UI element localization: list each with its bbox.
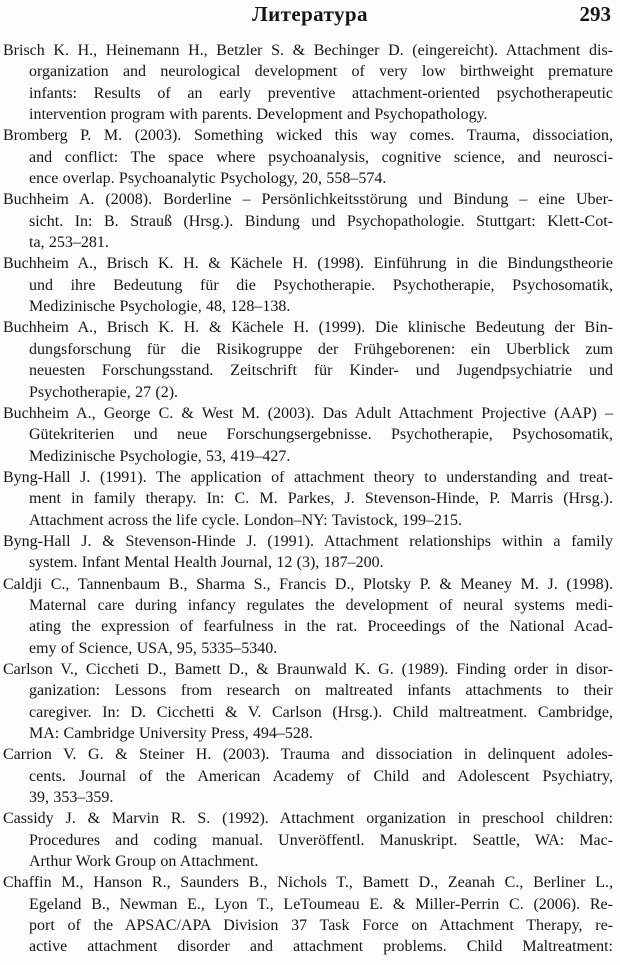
reference-entry bbox=[3, 125, 613, 189]
reference-line: Buchheim A., George C. & West M. (2003). Das Adult Attachment Projective (AAP) – bbox=[3, 404, 613, 422]
reference-entry bbox=[3, 744, 613, 808]
reference-entry bbox=[3, 40, 613, 125]
reference-line: Maternal care during infancy regulates the development of neural systems medi- bbox=[29, 596, 613, 614]
reference-line: ence overlap. Psychoanalytic Psychology, 20, 558–574. bbox=[29, 170, 387, 188]
reference-line: intervention program with parents. Development and Psychopathology. bbox=[29, 106, 488, 124]
reference-line: caregiver. In: D. Cicchetti & V. Carlson (Hrsg.). Child maltreatment. Cambridge, bbox=[29, 703, 613, 721]
reference-entry bbox=[3, 467, 613, 531]
reference-line: Arthur Work Group on Attachment. bbox=[29, 853, 259, 871]
reference-line: Psychotherapie, 27 (2). bbox=[29, 383, 179, 401]
reference-line: Byng-Hall J. & Stevenson-Hinde J. (1991). Attachment relationships within a family bbox=[3, 532, 613, 550]
reference-line: infants: Results of an early preventive attachment-oriented psychotherapeutic bbox=[29, 84, 613, 102]
reference-line: MA: Cambridge University Press, 494–528. bbox=[29, 725, 313, 742]
reference-line: Medizinische Psychologie, 53, 419–427. bbox=[29, 447, 291, 465]
reference-line: 39, 353–359. bbox=[29, 789, 114, 807]
reference-line: Medizinische Psychologie, 48, 128–138. bbox=[29, 298, 291, 316]
reference-line: Buchheim A. (2008). Borderline – Persönlichkeitsstörung und Bindung – eine Uber- bbox=[3, 191, 613, 209]
reference-line: Carrion V. G. & Steiner H. (2003). Trauma and dissociation in delinquent adoles- bbox=[3, 746, 613, 764]
page-title: Литература bbox=[252, 2, 368, 26]
reference-line: cents. Journal of the American Academy of Child and Adolescent Psychiatry, bbox=[29, 767, 613, 785]
reference-line: Bromberg P. M. (2003). Something wicked this way comes. Trauma, dissociation, bbox=[3, 127, 613, 145]
running-head bbox=[0, 0, 620, 40]
reference-line: Byng-Hall J. (1991). The application of attachment theory to understanding and treat- bbox=[3, 468, 613, 486]
reference-entry bbox=[3, 574, 613, 659]
reference-entry bbox=[3, 531, 613, 574]
reference-line: Buchheim A., Brisch K. H. & Kächele H. (1999). Die klinische Bedeutung der Bin- bbox=[3, 319, 613, 337]
reference-line: neuesten Forschungsstand. Zeitschrift für Kinder- und Jugendpsychiatrie und bbox=[29, 362, 613, 380]
reference-line: und ihre Bedeutung für die Psychotherapie. Psychotherapie, Psychosomatik, bbox=[29, 276, 613, 294]
reference-line: ta, 253–281. bbox=[29, 234, 109, 252]
reference-line: Attachment across the life cycle. London–NY: Tavistock, 199–215. bbox=[29, 511, 463, 529]
page-number: 293 bbox=[579, 2, 611, 26]
reference-entry bbox=[3, 808, 613, 872]
reference-entry bbox=[3, 659, 613, 744]
reference-line: Buchheim A., Brisch K. H. & Kächele H. (1998). Einführung in die Bindungstheorie bbox=[3, 255, 613, 273]
reference-line: Cassidy J. & Marvin R. S. (1992). Attachment organization in preschool children: bbox=[3, 810, 613, 828]
reference-line: Carlson V., Ciccheti D., Bamett D., & Braunwald K. G. (1989). Finding order in disor- bbox=[3, 660, 613, 678]
reference-entry bbox=[3, 403, 613, 467]
reference-line: sicht. In: B. Strauß (Hrsg.). Bindung und Psychopathologie. Stuttgart: Klett-Cot- bbox=[29, 212, 613, 230]
reference-line: organization and neurological development of very low birthweight premature bbox=[29, 63, 613, 81]
reference-line: Chaffin M., Hanson R., Saunders B., Nichols T., Bamett D., Zeanah C., Berliner L., bbox=[3, 874, 613, 892]
reference-line: active attachment disorder and attachment problems. Child Maltreatment: bbox=[29, 938, 613, 956]
reference-line: dungsforschung für die Risikogruppe der Frühgeborenen: ein Uberblick zum bbox=[29, 340, 613, 358]
reference-line: port of the APSAC/APA Division 37 Task Force on Attachment Therapy, re- bbox=[29, 917, 613, 935]
reference-line: Caldji C., Tannenbaum B., Sharma S., Francis D., Plotsky P. & Meaney M. J. (1998). bbox=[3, 575, 613, 593]
reference-line: system. Infant Mental Health Journal, 12 (3), 187–200. bbox=[29, 554, 384, 572]
reference-line: Egeland B., Newman E., Lyon T., LeToumeau E. & Miller-Perrin C. (2006). Re- bbox=[29, 895, 613, 913]
reference-line: ganization: Lessons from research on maltreated infants attachments to their bbox=[29, 682, 613, 700]
references-list bbox=[0, 40, 620, 958]
reference-entry bbox=[3, 189, 613, 253]
reference-line: ating the expression of fearfulness in the rat. Proceedings of the National Acad- bbox=[29, 618, 613, 636]
reference-line: ment in family therapy. In: C. M. Parkes, J. Stevenson-Hinde, P. Marris (Hrsg.). bbox=[29, 490, 613, 508]
reference-entry bbox=[3, 317, 613, 402]
reference-line: Procedures and coding manual. Unveröffentl. Manuskript. Seattle, WA: Mac- bbox=[29, 831, 613, 849]
reference-entry bbox=[3, 253, 613, 317]
reference-line: Gütekriterien und neue Forschungsergebnisse. Psychotherapie, Psychosomatik, bbox=[29, 426, 613, 444]
reference-line: Brisch K. H., Heinemann H., Betzler S. & Bechinger D. (eingereicht). Attachment dis- bbox=[3, 42, 613, 59]
reference-entry bbox=[3, 872, 613, 957]
reference-line: emy of Science, USA, 95, 5335–5340. bbox=[29, 639, 278, 657]
reference-line: and conflict: The space where psychoanalysis, cognitive science, and neurosci- bbox=[29, 148, 613, 166]
